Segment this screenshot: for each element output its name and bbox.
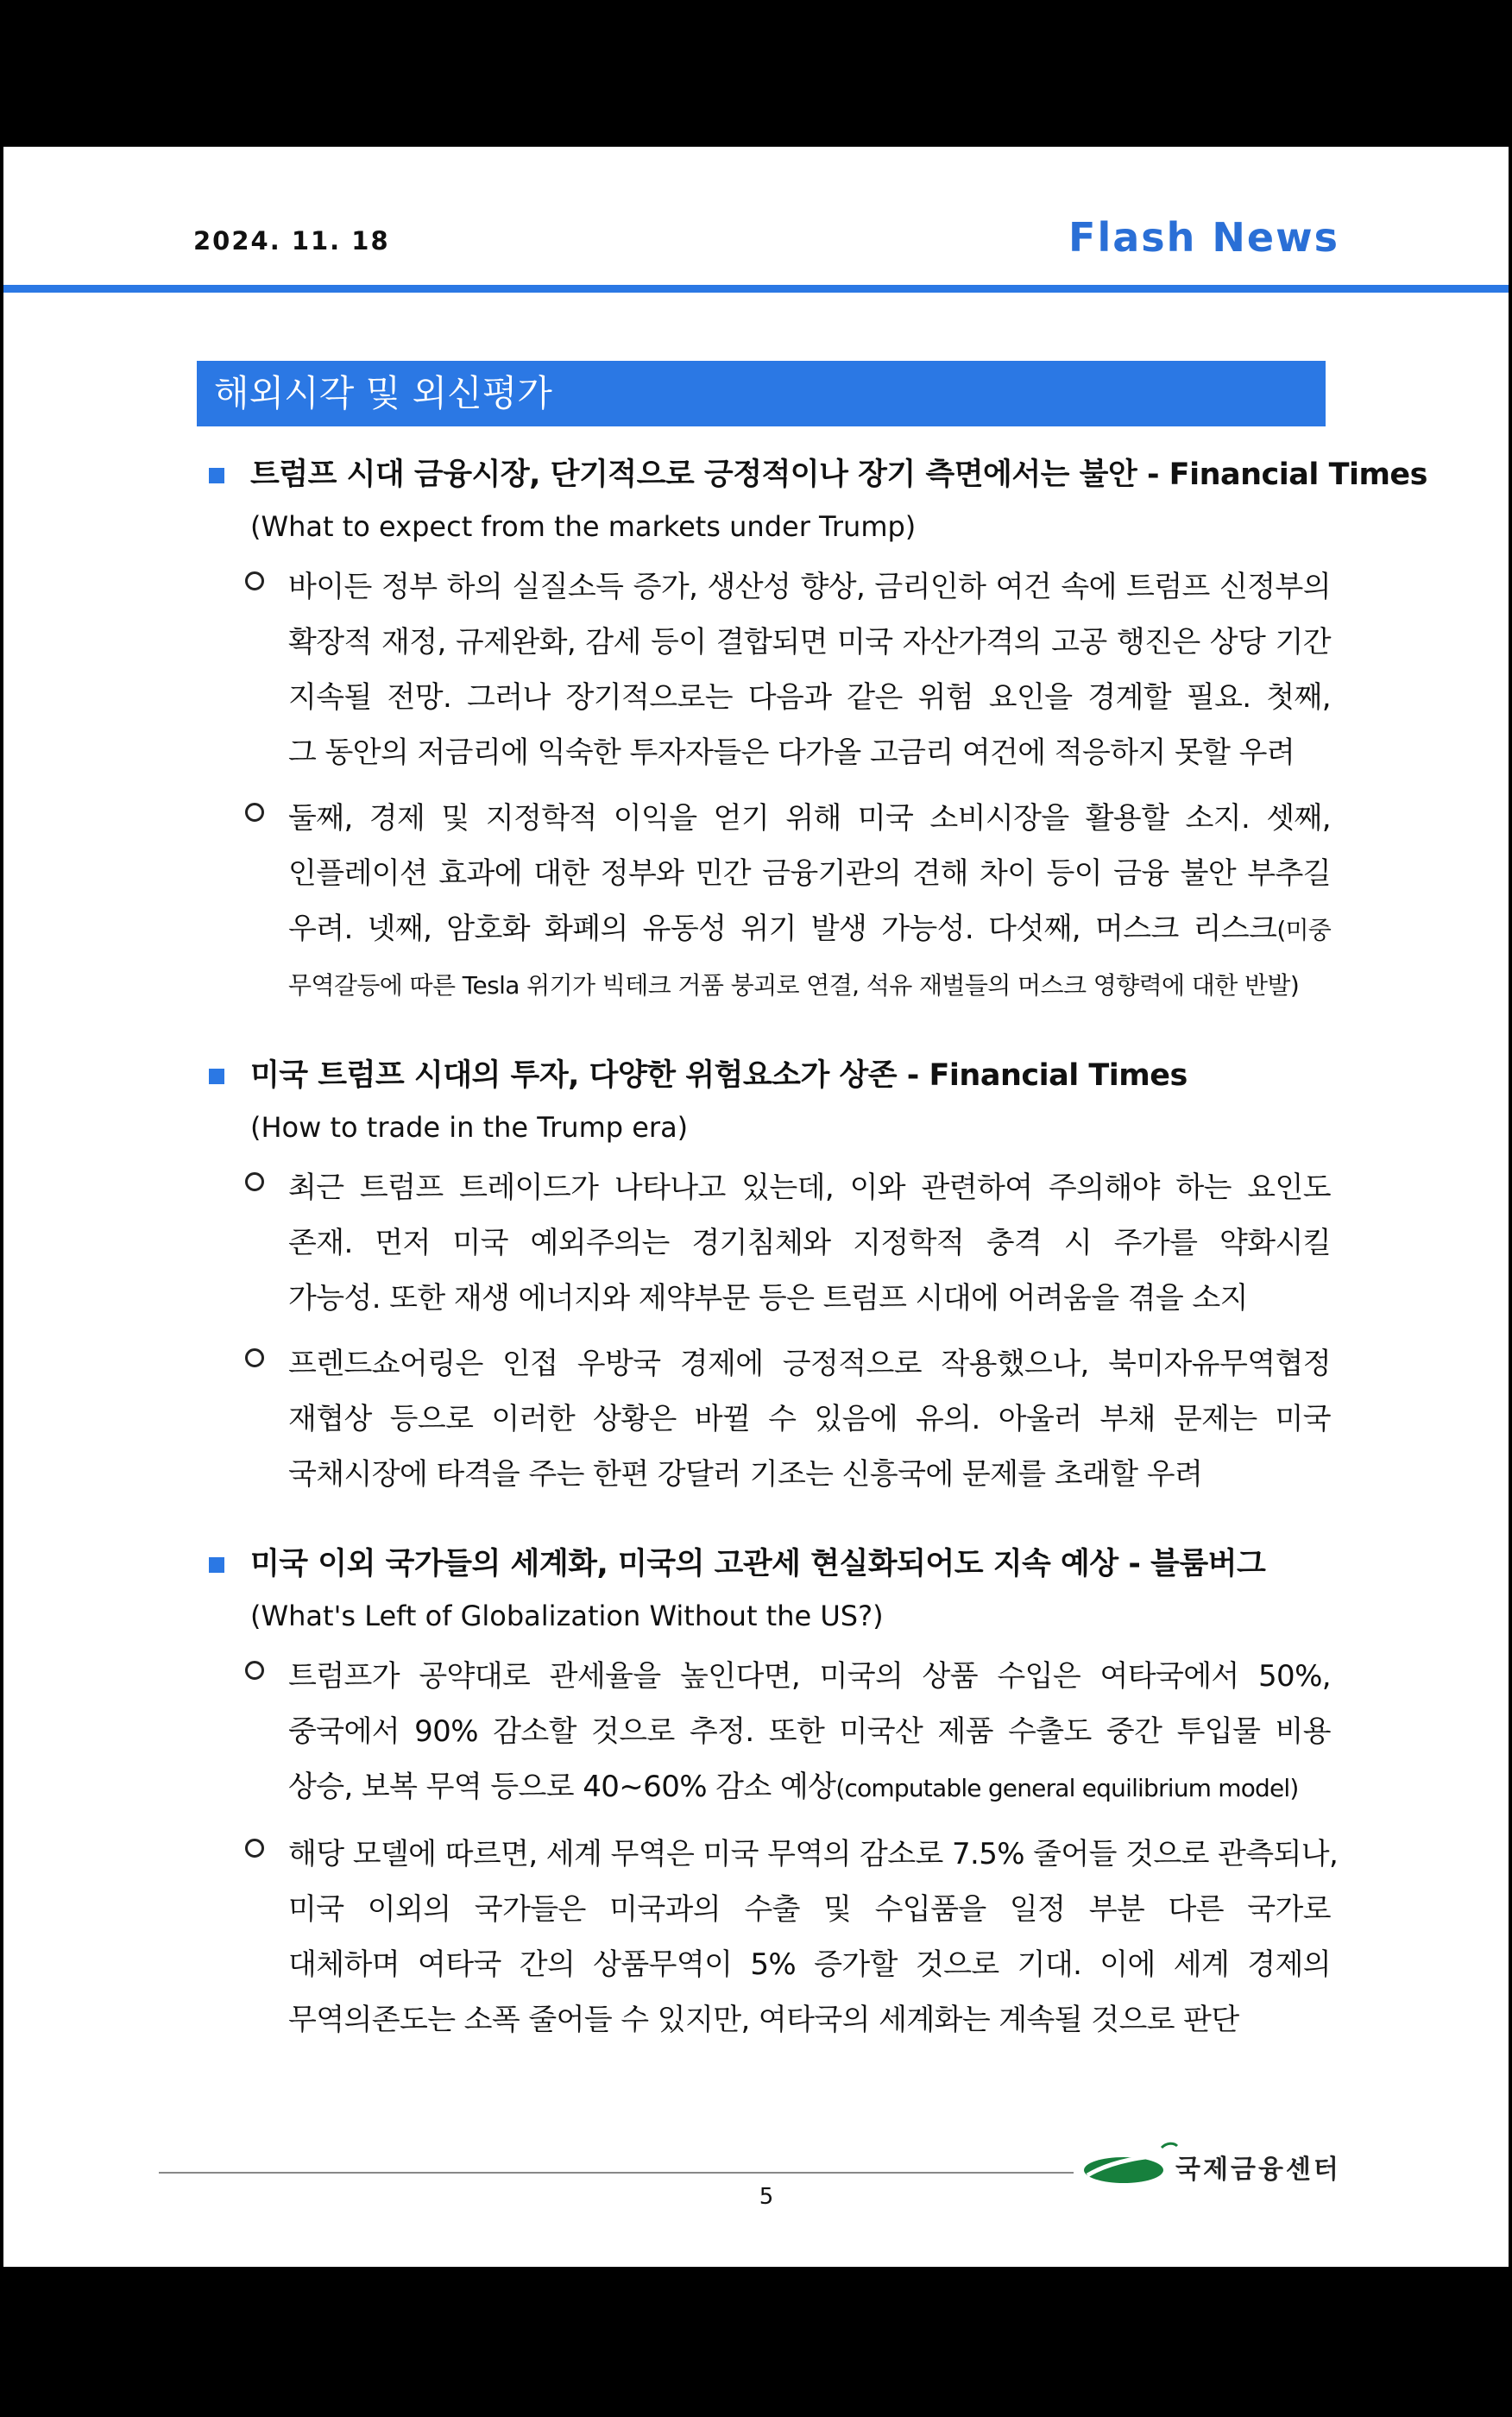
topic-title: 미국 트럼프 시대의 투자, 다양한 위험요소가 상존 - Financial Times	[202, 1050, 1331, 1101]
topic-title: 미국 이외 국가들의 세계화, 미국의 고관세 현실화되어도 지속 예상 - 블룸버그	[202, 1538, 1331, 1590]
bullet-line: 무역의존도는 소폭 줄어들 수 있지만, 여타국의 세계화는 계속될 것으로 판단	[288, 2003, 1239, 2037]
bullet-line: 상승, 보복 무역 등으로 40~60% 감소 예상(computable general equilibrium model)	[288, 1770, 1299, 1804]
bullet-line: 우려. 넷째, 암호화 화폐의 유동성 위기 발생 가능성. 다섯째, 머스크 리스크(미중	[288, 912, 1331, 946]
bullet-line: 해당 모델에 따르면, 세계 무역은 미국 무역의 감소로 7.5% 줄어들 것으로 관측되나,	[288, 1837, 1339, 1871]
circle-bullet-icon	[245, 1839, 264, 1858]
circle-bullet-icon	[245, 1172, 264, 1191]
circle-bullet-icon	[245, 1661, 264, 1680]
bullet-line: 최근 트럼프 트레이드가 나타나고 있는데, 이와 관련하여 주의해야 하는 요인도	[288, 1171, 1331, 1205]
bullet-item	[202, 1827, 1339, 2048]
bullet-line: 지속될 전망. 그러나 장기적으로는 다음과 같은 위험 요인을 경계할 필요. 첫째,	[288, 680, 1331, 715]
inline-note: (미중	[1276, 916, 1331, 944]
bullet-line: 재협상 등으로 이러한 상황은 바뀔 수 있음에 유의. 아울러 부채 문제는 미국	[288, 1402, 1331, 1436]
square-bullet-icon	[209, 1069, 224, 1084]
bullet-item	[202, 1336, 1331, 1502]
square-bullet-icon	[209, 468, 224, 483]
bullet-line: 인플레이션 효과에 대한 정부와 민간 금융기관의 견해 차이 등이 금융 불안 부추길	[288, 856, 1331, 891]
bullet-item	[202, 1649, 1331, 1816]
organization-logo-icon	[1079, 2141, 1182, 2193]
organization-name: 국제금융센터	[1175, 2155, 1341, 2185]
bullet-item	[202, 559, 1331, 780]
bullet-item	[202, 791, 1331, 1013]
bullet-line: 존재. 먼저 미국 예외주의는 경기침체와 지정학적 충격 시 주가를 약화시킬	[288, 1226, 1331, 1260]
document-page	[3, 147, 1509, 2267]
circle-bullet-icon	[245, 1348, 264, 1367]
bullet-line: 대체하며 여타국 간의 상품무역이 5% 증가할 것으로 기대. 이에 세계 경제의	[288, 1947, 1331, 1982]
report-date: 2024. 11. 18	[193, 226, 390, 256]
bullet-line: 미국 이외의 국가들은 미국과의 수출 및 수입품을 일정 부분 다른 국가로	[288, 1892, 1331, 1927]
topic-3	[202, 1538, 1339, 2048]
topic-1	[202, 449, 1427, 1013]
bullet-line: 중국에서 90% 감소할 것으로 추정. 또한 미국산 제품 수출도 중간 투입물 비용	[288, 1714, 1331, 1749]
bullet-line: 가능성. 또한 재생 에너지와 제약부문 등은 트럼프 시대에 어려움을 겪을 소지	[288, 1281, 1248, 1316]
bullet-line: 둘째, 경제 및 지정학적 이익을 얻기 위해 미국 소비시장을 활용할 소지. 셋째,	[288, 801, 1331, 836]
section-title: 해외시각 및 외신평가	[197, 361, 1326, 426]
circle-bullet-icon	[245, 571, 264, 590]
bullet-line: 무역갈등에 따른 Tesla 위기가 빅테크 거품 붕괴로 연결, 석유 재벌들의 머스크 영향력에 대한 반발)	[288, 971, 1300, 1000]
topic-subtitle: (What to expect from the markets under Trump)	[250, 510, 917, 543]
topic-2	[202, 1050, 1331, 1502]
bullet-line: 그 동안의 저금리에 익숙한 투자자들은 다가올 고금리 여건에 적응하지 못할 우려	[288, 735, 1295, 770]
topic-subtitle: (What's Left of Globalization Without the US?)	[250, 1600, 884, 1632]
topic-subtitle: (How to trade in the Trump era)	[250, 1111, 689, 1144]
bullet-line: 확장적 재정, 규제완화, 감세 등이 결합되면 미국 자산가격의 고공 행진은 상당 기간	[288, 625, 1331, 659]
header-rule	[3, 285, 1509, 293]
circle-bullet-icon	[245, 803, 264, 822]
content-body	[202, 449, 1427, 2058]
footer-rule	[159, 2172, 1074, 2174]
bullet-line: 바이든 정부 하의 실질소득 증가, 생산성 향상, 금리인하 여건 속에 트럼프 신정부의	[288, 570, 1331, 604]
bullet-line: 트럼프가 공약대로 관세율을 높인다면, 미국의 상품 수입은 여타국에서 50%,	[288, 1659, 1331, 1694]
report-brand: Flash News	[1068, 214, 1339, 261]
topic-title: 트럼프 시대 금융시장, 단기적으로 긍정적이나 장기 측면에서는 불안 - Financial Times	[202, 449, 1331, 501]
inline-note: (computable general equilibrium model)	[835, 1774, 1299, 1802]
square-bullet-icon	[209, 1557, 224, 1573]
bullet-line: 국채시장에 타격을 주는 한편 강달러 기조는 신흥국에 문제를 초래할 우려	[288, 1457, 1203, 1492]
bullet-item	[202, 1160, 1331, 1326]
page-number: 5	[759, 2184, 774, 2210]
bullet-line: 프렌드쇼어링은 인접 우방국 경제에 긍정적으로 작용했으나, 북미자유무역협정	[288, 1347, 1331, 1381]
